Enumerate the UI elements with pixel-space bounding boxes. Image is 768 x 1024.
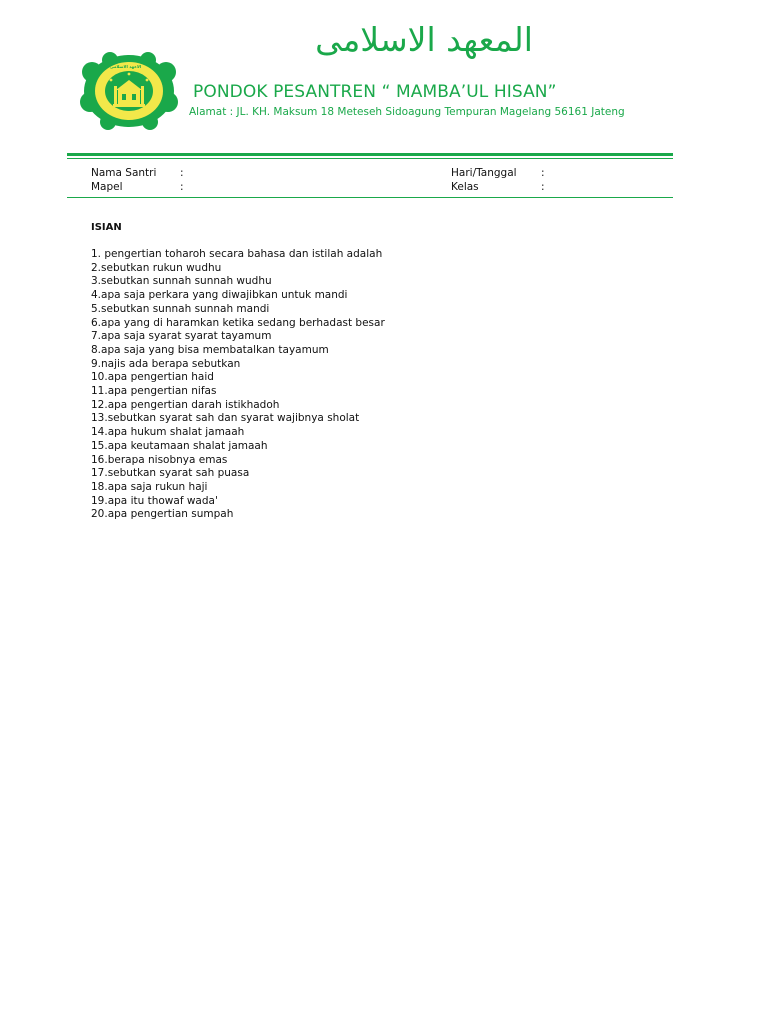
mapel-label: Mapel [91, 181, 123, 193]
kelas-label: Kelas [451, 181, 479, 193]
question-item: 3.sebutkan sunnah sunnah wudhu [91, 275, 272, 288]
question-item: 5.sebutkan sunnah sunnah mandi [91, 302, 270, 315]
question-item: 19.apa itu thowaf wada' [91, 494, 218, 507]
form-divider [67, 197, 673, 198]
page-title: PONDOK PESANTREN “ MAMBA’UL HISAN” [193, 82, 557, 102]
nama-santri-label: Nama Santri [91, 167, 157, 179]
question-item: 11.apa pengertian nifas [91, 385, 217, 398]
address-line: Alamat : JL. KH. Maksum 18 Meteseh Sidoagung Tempuran Magelang 56161 Jateng [189, 106, 625, 118]
question-item: 2.sebutkan rukun wudhu [91, 261, 222, 274]
header-divider-thin [67, 158, 673, 159]
hari-tanggal-label: Hari/Tanggal [451, 167, 517, 179]
arabic-title: المعهد الاسلامى [315, 20, 533, 59]
hari-tanggal-colon: : [541, 167, 545, 179]
mapel-colon: : [180, 181, 184, 193]
question-item: 15.apa keutamaan shalat jamaah [91, 439, 268, 452]
header-divider-thick [67, 153, 673, 156]
question-item: 9.najis ada berapa sebutkan [91, 357, 241, 370]
section-label-isian: ISIAN [91, 222, 122, 233]
question-item: 17.sebutkan syarat sah puasa [91, 467, 250, 480]
question-item: 6.apa yang di haramkan ketika sedang berhadast besar [91, 316, 385, 329]
question-item: 7.apa saja syarat syarat tayamum [91, 330, 272, 343]
kelas-colon: : [541, 181, 545, 193]
question-item: 4.apa saja perkara yang diwajibkan untuk mandi [91, 289, 348, 302]
question-item: 16.berapa nisobnya emas [91, 453, 228, 466]
question-item: 1. pengertian toharoh secara bahasa dan istilah adalah [91, 248, 383, 260]
question-item: 8.apa saja yang bisa membatalkan tayamum [91, 343, 329, 356]
nama-santri-colon: : [180, 167, 184, 179]
question-item: 13.sebutkan syarat sah dan syarat wajibnya sholat [91, 412, 360, 425]
question-list [91, 248, 385, 522]
logo-ring-text: ﺍﻟﺎﻋﻬﺪ ﺍﻟﺎﺳﻠﺎﻣﻰ [110, 64, 142, 69]
question-item: 14.apa hukum shalat jamaah [91, 426, 245, 439]
question-item: 10.apa pengertian haid [91, 371, 214, 384]
pesantren-logo [80, 52, 178, 130]
question-item: 18.apa saja rukun haji [91, 480, 208, 493]
question-item: 12.apa pengertian darah istikhadoh [91, 398, 280, 411]
question-item: 20.apa pengertian sumpah [91, 508, 234, 521]
